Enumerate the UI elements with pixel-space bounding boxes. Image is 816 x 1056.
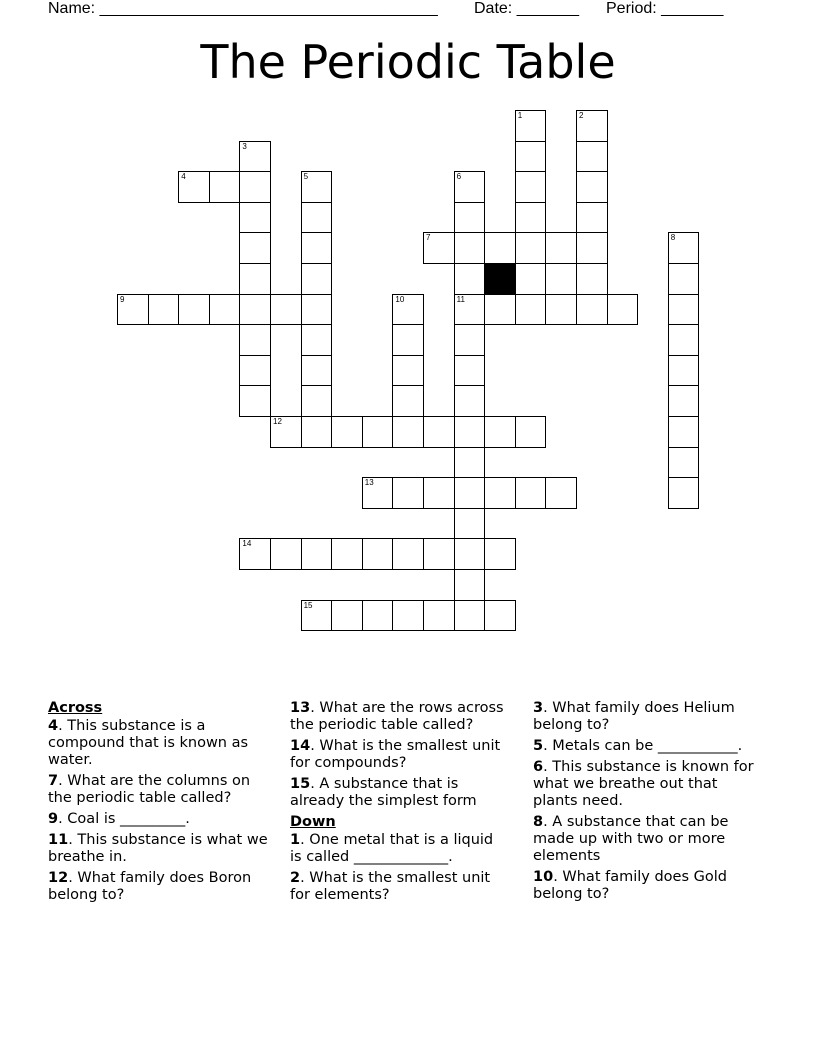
clue-number: 15 bbox=[290, 776, 311, 792]
crossword-cell[interactable] bbox=[515, 141, 547, 173]
clue-number: 4 bbox=[48, 718, 59, 734]
crossword-cell[interactable] bbox=[668, 324, 700, 356]
crossword-cell[interactable] bbox=[484, 477, 516, 509]
clue-number: 11 bbox=[48, 832, 69, 848]
crossword-cell[interactable] bbox=[668, 355, 700, 387]
crossword-cell[interactable] bbox=[239, 355, 271, 387]
clue-number: 3 bbox=[533, 700, 544, 716]
clue-number: 7 bbox=[48, 773, 59, 789]
clue-number: 5 bbox=[533, 738, 544, 754]
crossword-cell[interactable] bbox=[239, 141, 271, 173]
period-field-label: Period: _______ bbox=[606, 0, 724, 17]
crossword-cell[interactable] bbox=[392, 538, 424, 570]
crossword-cell[interactable] bbox=[301, 232, 333, 264]
clue-text: . A substance that can be made up with two or more elements bbox=[533, 814, 729, 864]
clue-across-14 bbox=[290, 738, 505, 772]
crossword-cell[interactable] bbox=[454, 385, 486, 417]
cell-number: 4 bbox=[181, 172, 186, 182]
cell-number: 5 bbox=[303, 172, 309, 182]
clue-number: 8 bbox=[533, 814, 544, 830]
cell-number: 2 bbox=[579, 111, 584, 120]
cell-number: 14 bbox=[242, 539, 252, 549]
crossword-cell[interactable] bbox=[392, 416, 424, 448]
crossword-cell[interactable] bbox=[576, 110, 608, 142]
crossword-cell[interactable] bbox=[362, 477, 394, 509]
crossword-cell[interactable] bbox=[270, 416, 302, 448]
crossword-cell[interactable] bbox=[423, 416, 455, 448]
crossword-cell[interactable] bbox=[423, 538, 455, 570]
crossword-cell[interactable] bbox=[454, 600, 486, 632]
crossword-cell[interactable] bbox=[392, 294, 424, 326]
cell-number: 12 bbox=[273, 417, 282, 426]
clue-number: 12 bbox=[48, 870, 69, 886]
crossword-cell[interactable] bbox=[545, 232, 577, 264]
crossword-cell[interactable] bbox=[239, 263, 271, 295]
crossword-cell[interactable] bbox=[668, 477, 700, 509]
clue-number: 10 bbox=[533, 869, 554, 885]
crossword-cell[interactable] bbox=[392, 477, 424, 509]
crossword-cell[interactable] bbox=[576, 141, 608, 173]
clue-down-5 bbox=[533, 738, 763, 755]
crossword-cell[interactable] bbox=[239, 538, 271, 570]
clue-text: . This substance is known for what we breathe out that plants need. bbox=[533, 759, 754, 809]
crossword-cell[interactable] bbox=[301, 385, 333, 417]
crossword-cell[interactable] bbox=[515, 171, 547, 203]
clue-text: . Metals can be ___________. bbox=[543, 738, 743, 754]
date-field-label: Date: _______ bbox=[474, 0, 579, 17]
crossword-cell[interactable] bbox=[515, 263, 547, 295]
clues-column-2 bbox=[290, 700, 505, 908]
crossword-cell[interactable] bbox=[454, 569, 486, 601]
clue-across-7 bbox=[48, 773, 274, 807]
clue-text: . One metal that is a liquid is called _____________. bbox=[290, 832, 494, 865]
clues-column-1 bbox=[48, 700, 274, 908]
clue-across-9 bbox=[48, 811, 274, 828]
crossword-cell[interactable] bbox=[454, 447, 486, 479]
page-title: The Periodic Table bbox=[200, 35, 616, 89]
crossword-cell[interactable] bbox=[423, 232, 455, 264]
crossword-cell[interactable] bbox=[484, 232, 516, 264]
clue-down-2 bbox=[290, 870, 505, 904]
crossword-cell[interactable] bbox=[362, 538, 394, 570]
cell-number: 11 bbox=[456, 294, 465, 304]
cell-number: 6 bbox=[456, 172, 462, 182]
crossword-cell[interactable] bbox=[392, 600, 424, 632]
crossword-cell[interactable] bbox=[301, 416, 333, 448]
clues-column-3 bbox=[533, 700, 763, 907]
crossword-cell[interactable] bbox=[668, 294, 700, 326]
cell-number: 10 bbox=[395, 294, 405, 304]
crossword-cell[interactable] bbox=[117, 294, 149, 326]
clue-across-11 bbox=[48, 832, 274, 866]
crossword-cell[interactable] bbox=[576, 202, 608, 234]
crossword-cell[interactable] bbox=[423, 477, 455, 509]
clue-number: 2 bbox=[290, 870, 301, 886]
crossword-cell[interactable] bbox=[515, 416, 547, 448]
cell-number: 15 bbox=[303, 600, 313, 610]
clue-number: 9 bbox=[48, 811, 59, 827]
crossword-cell[interactable] bbox=[178, 171, 210, 203]
crossword-cell[interactable] bbox=[454, 538, 486, 570]
clue-text: . Coal is _________. bbox=[58, 811, 190, 827]
blocked-square bbox=[484, 263, 516, 295]
crossword-cell[interactable] bbox=[331, 600, 363, 632]
crossword-cell[interactable] bbox=[270, 538, 302, 570]
crossword-cell[interactable] bbox=[668, 385, 700, 417]
crossword-cell[interactable] bbox=[545, 477, 577, 509]
clue-text: . This substance is a compound that is known as water. bbox=[48, 718, 249, 768]
crossword-cell[interactable] bbox=[515, 232, 547, 264]
crossword-cell[interactable] bbox=[239, 385, 271, 417]
clue-text: . What is the smallest unit for elements? bbox=[290, 870, 491, 903]
crossword-cell[interactable] bbox=[607, 294, 639, 326]
crossword-cell[interactable] bbox=[423, 600, 455, 632]
crossword-cell[interactable] bbox=[270, 294, 302, 326]
crossword-cell[interactable] bbox=[301, 355, 333, 387]
crossword-cell[interactable] bbox=[178, 294, 210, 326]
crossword-cell[interactable] bbox=[484, 416, 516, 448]
crossword-cell[interactable] bbox=[515, 202, 547, 234]
crossword-cell[interactable] bbox=[239, 171, 271, 203]
clue-down-10 bbox=[533, 869, 763, 903]
crossword-cell[interactable] bbox=[454, 232, 486, 264]
clue-number: 13 bbox=[290, 700, 311, 716]
crossword-cell[interactable] bbox=[454, 477, 486, 509]
clue-text: . What family does Boron belong to? bbox=[48, 870, 252, 903]
crossword-cell[interactable] bbox=[668, 416, 700, 448]
crossword-cell[interactable] bbox=[392, 324, 424, 356]
cell-number: 9 bbox=[120, 294, 125, 304]
crossword-cell[interactable] bbox=[515, 294, 547, 326]
crossword-cell[interactable] bbox=[484, 600, 516, 632]
crossword-cell[interactable] bbox=[239, 294, 271, 326]
clue-across-13 bbox=[290, 700, 505, 734]
down-heading: Down bbox=[290, 814, 336, 830]
crossword-cell[interactable] bbox=[209, 294, 241, 326]
crossword-cell[interactable] bbox=[392, 355, 424, 387]
crossword-cell[interactable] bbox=[454, 202, 486, 234]
crossword-cell[interactable] bbox=[454, 508, 486, 540]
crossword-cell[interactable] bbox=[576, 294, 608, 326]
crossword-cell[interactable] bbox=[576, 171, 608, 203]
clue-text: . What are the columns on the periodic table called? bbox=[48, 773, 251, 806]
clue-down-8 bbox=[533, 814, 763, 865]
crossword-cell[interactable] bbox=[668, 232, 700, 264]
crossword-cell[interactable] bbox=[545, 294, 577, 326]
clue-across-12 bbox=[48, 870, 274, 904]
crossword-cell[interactable] bbox=[454, 416, 486, 448]
clue-across-4 bbox=[48, 718, 274, 769]
clue-across-15 bbox=[290, 776, 505, 810]
crossword-cell[interactable] bbox=[392, 385, 424, 417]
crossword-cell[interactable] bbox=[515, 110, 547, 142]
crossword-cell[interactable] bbox=[668, 263, 700, 295]
crossword-cell[interactable] bbox=[454, 355, 486, 387]
cell-number: 7 bbox=[426, 233, 431, 243]
crossword-cell[interactable] bbox=[301, 600, 333, 632]
cell-number: 13 bbox=[364, 478, 374, 488]
crossword-cell[interactable] bbox=[301, 538, 333, 570]
crossword-cell[interactable] bbox=[515, 477, 547, 509]
crossword-cell[interactable] bbox=[576, 263, 608, 295]
clue-text: . What family does Helium belong to? bbox=[533, 700, 735, 733]
crossword-cell[interactable] bbox=[362, 416, 394, 448]
name-field-label: Name: ______________________________________ bbox=[48, 0, 438, 17]
crossword-cell[interactable] bbox=[484, 294, 516, 326]
clue-text: . What are the rows across the periodic table called? bbox=[290, 700, 504, 733]
crossword-cell[interactable] bbox=[301, 324, 333, 356]
crossword-cell[interactable] bbox=[454, 171, 486, 203]
crossword-cell[interactable] bbox=[239, 202, 271, 234]
clue-text: . What is the smallest unit for compounds? bbox=[290, 738, 501, 771]
crossword-cell[interactable] bbox=[668, 447, 700, 479]
crossword-cell[interactable] bbox=[576, 232, 608, 264]
crossword-cell[interactable] bbox=[454, 294, 486, 326]
clue-number: 1 bbox=[290, 832, 301, 848]
crossword-cell[interactable] bbox=[239, 232, 271, 264]
crossword-cell[interactable] bbox=[301, 202, 333, 234]
crossword-cell[interactable] bbox=[484, 538, 516, 570]
clue-number: 6 bbox=[533, 759, 544, 775]
crossword-cell[interactable] bbox=[454, 263, 486, 295]
crossword-cell[interactable] bbox=[209, 171, 241, 203]
crossword-cell[interactable] bbox=[301, 171, 333, 203]
clue-text: . What family does Gold belong to? bbox=[533, 869, 727, 902]
crossword-cell[interactable] bbox=[454, 324, 486, 356]
crossword-cell[interactable] bbox=[362, 600, 394, 632]
clue-number: 14 bbox=[290, 738, 311, 754]
cell-number: 3 bbox=[242, 141, 247, 151]
crossword-cell[interactable] bbox=[239, 324, 271, 356]
clue-down-1 bbox=[290, 832, 505, 866]
crossword-cell[interactable] bbox=[301, 294, 333, 326]
clue-text: . This substance is what we breathe in. bbox=[48, 832, 268, 865]
crossword-cell[interactable] bbox=[331, 538, 363, 570]
clue-text: . A substance that is already the simplest form bbox=[290, 776, 477, 809]
across-heading: Across bbox=[48, 700, 103, 716]
clue-down-6 bbox=[533, 759, 763, 810]
crossword-cell[interactable] bbox=[331, 416, 363, 448]
crossword-cell[interactable] bbox=[148, 294, 180, 326]
clue-down-3 bbox=[533, 700, 763, 734]
cell-number: 1 bbox=[517, 111, 523, 120]
crossword-cell[interactable] bbox=[301, 263, 333, 295]
cell-number: 8 bbox=[670, 233, 676, 243]
